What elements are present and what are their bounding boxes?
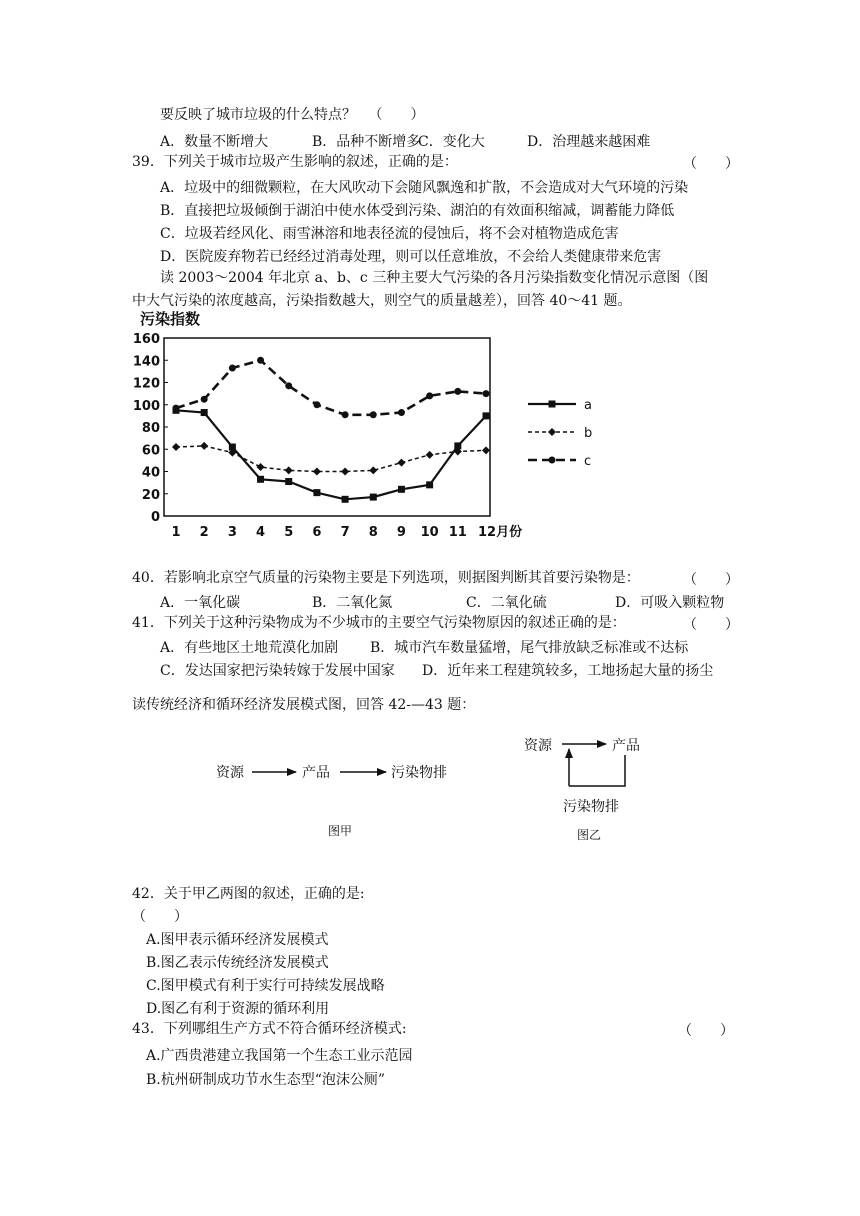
- data-point-a: [426, 481, 433, 488]
- chart-series: [172, 357, 490, 503]
- y-tick-label: 120: [132, 376, 160, 392]
- y-axis-title: 污染指数: [140, 310, 201, 328]
- intro-40-41-line1: 读 2003～2004 年北京 a、b、c 三种主要大气污染的各月污染指数变化情况示意图（图: [160, 270, 709, 286]
- y-tick-label: 0: [150, 510, 160, 525]
- y-axis-ticks: [133, 332, 168, 525]
- q41-stem: 41．下列关于这种污染物成为不少城市的主要空气污染物原因的叙述正确的是：: [132, 615, 626, 631]
- data-point-c: [201, 396, 208, 403]
- x-tick-label: 9: [396, 525, 406, 540]
- jia-node-resource: 资源: [216, 765, 244, 781]
- series-line-b: [176, 446, 486, 472]
- legend-marker-a: [549, 401, 556, 408]
- x-tick-label: 3: [227, 525, 237, 540]
- q41-option-b: B．城市汽车数量猛增，尾气排放缺乏标准或不达标: [370, 640, 689, 656]
- q40-option-c: C．二氧化硫: [466, 595, 547, 611]
- y-tick-label: 140: [132, 354, 160, 370]
- data-point-b: [172, 443, 180, 451]
- data-point-a: [285, 478, 292, 485]
- plot-area-border: [164, 338, 490, 516]
- legend-label-c: c: [584, 454, 592, 469]
- data-point-b: [369, 466, 377, 474]
- data-point-a: [370, 494, 377, 501]
- data-point-b: [397, 459, 405, 467]
- economy-model-diagrams: [0, 725, 860, 850]
- q38-option-c: C．变化大: [418, 134, 485, 150]
- pollution-index-chart: [128, 308, 648, 548]
- y-tick-label: 40: [141, 465, 160, 481]
- data-point-c: [313, 401, 320, 408]
- data-point-b: [200, 442, 208, 450]
- q39-option-a: A．垃圾中的细微颗粒，在大风吹动下会随风飘逸和扩散，不会造成对大气环境的污染: [160, 180, 689, 196]
- x-axis-ticks: [171, 524, 522, 540]
- x-tick-label: 1: [171, 525, 181, 540]
- data-point-b: [257, 463, 265, 471]
- data-point-b: [313, 468, 321, 476]
- data-point-c: [370, 411, 377, 418]
- q38-stem-text: 要反映了城市垃圾的什么特点？: [160, 107, 356, 123]
- yi-node-pollution: 污染物排: [563, 799, 619, 815]
- data-point-b: [341, 468, 349, 476]
- q38-answer-paren: （ ）: [368, 107, 425, 123]
- q43-option-a: A.广西贵港建立我国第一个生态工业示范园: [146, 1048, 413, 1064]
- q39-option-b: B．直接把垃圾倾倒于湖泊中使水体受到污染、湖泊的有效面积缩减，调蓄能力降低: [160, 203, 675, 219]
- q38-stem: [160, 106, 424, 124]
- data-point-a: [483, 412, 490, 419]
- diagram-jia: [216, 764, 447, 838]
- q42-answer-paren: （ ）: [132, 909, 188, 925]
- y-tick-label: 20: [141, 487, 160, 503]
- q42-option-c: C.图甲模式有利于实行可持续发展战略: [146, 978, 385, 994]
- yi-caption: 图乙: [577, 828, 602, 842]
- data-point-a: [257, 476, 264, 483]
- data-point-b: [285, 466, 293, 474]
- data-point-c: [398, 409, 405, 416]
- q39-stem: 39．下列关于城市垃圾产生影响的叙述，正确的是：: [132, 154, 458, 170]
- q38-option-d: D．治理越来越困难: [527, 134, 651, 150]
- q41-option-a: A．有些地区土地荒漠化加剧: [160, 640, 339, 656]
- data-point-c: [285, 382, 292, 389]
- yi-loop-line: [569, 755, 625, 786]
- x-tick-label: 12月份: [478, 525, 523, 540]
- diagram-yi: [524, 737, 640, 842]
- q42-option-b: B.图乙表示传统经济发展模式: [146, 955, 329, 971]
- data-point-b: [426, 451, 434, 459]
- intro-42-43: 读传统经济和循环经济发展模式图，回答 42-—43 题：: [132, 697, 476, 713]
- data-point-a: [398, 486, 405, 493]
- data-point-c: [257, 357, 264, 364]
- data-point-b: [482, 446, 490, 454]
- y-tick-label: 60: [141, 443, 160, 459]
- q41-option-d: D．近年来工程建筑较多，工地扬起大量的扬尘: [422, 663, 714, 679]
- legend-marker-b: [548, 428, 556, 436]
- legend-label-b: b: [584, 426, 593, 441]
- q40-option-a: A．一氧化碳: [160, 595, 241, 611]
- y-tick-label: 100: [132, 398, 160, 414]
- x-tick-label: 2: [199, 525, 209, 540]
- q38-option-a: A．数量不断增大: [160, 134, 269, 150]
- q42-option-d: D.图乙有利于资源的循环利用: [146, 1001, 330, 1017]
- q41-option-c: C．发达国家把污染转嫁于发展中国家: [160, 663, 395, 679]
- data-point-c: [229, 365, 236, 372]
- data-point-a: [313, 489, 320, 496]
- q38-option-b: B．品种不断增多: [312, 134, 421, 150]
- chart-legend: [528, 398, 592, 469]
- x-tick-label: 7: [340, 525, 350, 540]
- q43-answer-paren: （ ）: [678, 1023, 734, 1039]
- q39-answer-paren: （ ）: [683, 156, 739, 172]
- data-point-c: [173, 405, 180, 412]
- jia-caption: 图甲: [328, 824, 353, 838]
- q39-option-c: C．垃圾若经风化、雨雪淋溶和地表径流的侵蚀后，将不会对植物造成危害: [160, 226, 619, 242]
- jia-node-pollution: 污染物排: [391, 765, 447, 781]
- q42-option-a: A.图甲表示循环经济发展模式: [146, 932, 329, 948]
- data-point-c: [342, 411, 349, 418]
- series-line-a: [176, 410, 486, 499]
- y-tick-label: 80: [141, 421, 160, 436]
- yi-node-resource: 资源: [524, 738, 552, 754]
- q40-option-b: B．二氧化氮: [312, 595, 393, 611]
- q41-answer-paren: （ ）: [683, 617, 739, 633]
- x-tick-label: 10: [420, 525, 439, 540]
- x-tick-label: 11: [448, 525, 467, 540]
- q42-stem: 42．关于甲乙两图的叙述，正确的是:: [132, 886, 365, 902]
- series-line-c: [176, 360, 486, 415]
- data-point-c: [483, 390, 490, 397]
- x-tick-label: 8: [368, 525, 378, 540]
- chart-frame: [164, 338, 490, 516]
- y-tick-label: 160: [132, 332, 160, 347]
- intro-40-41-line2: 中大气污染的浓度越高，污染指数越大，则空气的质量越差），回答 40～41 题。: [132, 293, 632, 309]
- q40-answer-paren: （ ）: [683, 572, 739, 588]
- yi-node-product: 产品: [612, 738, 640, 754]
- legend-label-a: a: [584, 398, 592, 413]
- data-point-a: [201, 409, 208, 416]
- x-tick-label: 5: [284, 525, 294, 540]
- x-tick-label: 4: [256, 525, 266, 540]
- jia-node-product: 产品: [302, 765, 330, 781]
- q43-option-b: B.杭州研制成功节水生态型“泡沫公厕”: [146, 1072, 386, 1088]
- q40-stem: 40．若影响北京空气质量的污染物主要是下列选项，则据图判断其首要污染物是：: [132, 570, 640, 586]
- data-point-a: [342, 496, 349, 503]
- q43-stem: 43．下列哪组生产方式不符合循环经济模式:: [132, 1021, 407, 1037]
- data-point-c: [454, 388, 461, 395]
- legend-marker-c: [549, 457, 556, 464]
- data-point-c: [426, 392, 433, 399]
- x-tick-label: 6: [312, 525, 322, 540]
- q39-option-d: D．医院废弃物若已经经过消毒处理，则可以任意堆放，不会给人类健康带来危害: [160, 249, 662, 265]
- q40-option-d: D．可吸入颗粒物: [615, 595, 725, 611]
